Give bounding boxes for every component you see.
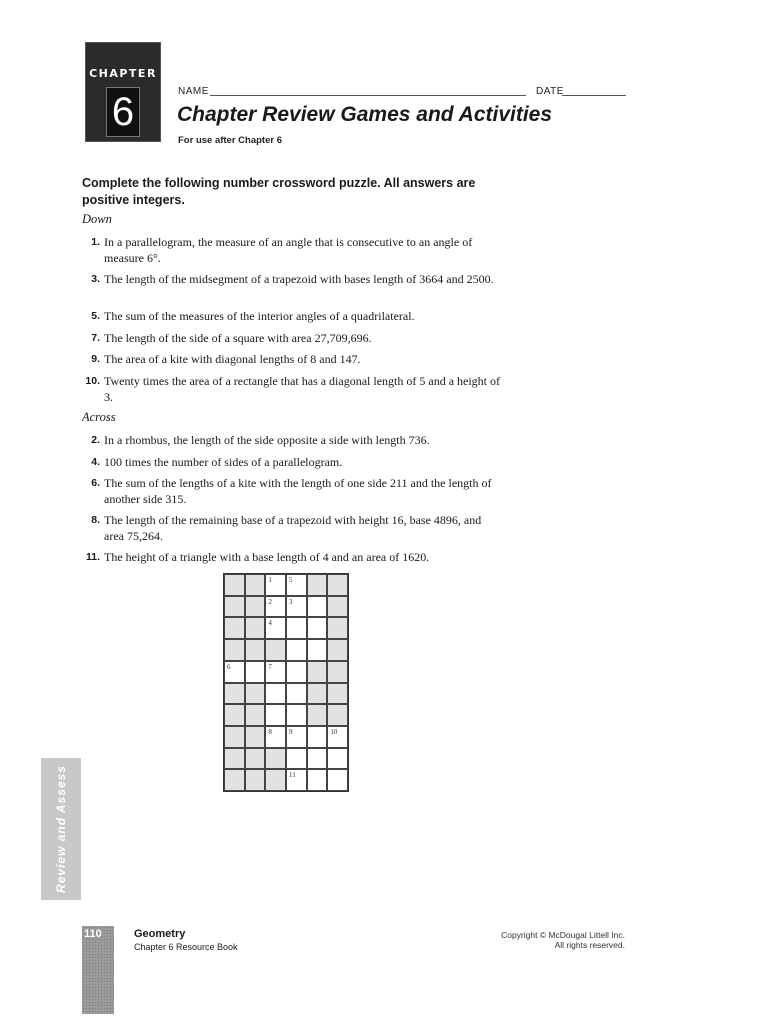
clue-number: 10. — [85, 375, 100, 387]
clue-text: The length of the remaining base of a trapezoid with height 16, base 4896, and area 75,264. — [104, 513, 482, 543]
grid-cell-answer[interactable] — [327, 769, 348, 791]
grid-cell-answer[interactable] — [307, 726, 328, 748]
instructions: Complete the following number crossword puzzle. All answers are positive integers. — [82, 176, 476, 207]
grid-cell-blocked — [224, 596, 245, 618]
grid-cell-blocked — [327, 574, 348, 596]
clue-text: The area of a kite with diagonal lengths of 8 and 147. — [104, 352, 361, 366]
clue-number: 9. — [91, 353, 100, 365]
grid-cell-blocked — [245, 683, 266, 705]
clue-text: The length of the side of a square with area 27,709,696. — [104, 331, 372, 345]
grid-cell-blocked — [327, 704, 348, 726]
grid-cell-blocked — [307, 704, 328, 726]
grid-cell-blocked — [307, 683, 328, 705]
grid-cell-answer[interactable] — [307, 639, 328, 661]
clue-number: 11. — [85, 551, 100, 563]
name-field-line[interactable] — [210, 95, 526, 96]
grid-cell-blocked — [245, 596, 266, 618]
clue-number: 1. — [91, 236, 100, 248]
grid-cell-blocked — [307, 574, 328, 596]
clue-text: The height of a triangle with a base length of 4 and an area of 1620. — [104, 550, 430, 564]
grid-clue-number: 7 — [268, 662, 272, 671]
clue-number: 3. — [91, 273, 100, 285]
down-heading: Down — [82, 212, 112, 226]
date-field-line[interactable] — [562, 95, 626, 96]
clue-number: 4. — [91, 456, 100, 468]
grid-cell-blocked — [224, 617, 245, 639]
clue-text: The sum of the lengths of a kite with the length of one side 211 and the length of another side 315. — [104, 476, 492, 506]
grid-cell-answer[interactable] — [286, 726, 307, 748]
grid-cell-blocked — [245, 574, 266, 596]
grid-clue-number: 4 — [268, 619, 272, 628]
clue-text: In a rhombus, the length of the side opposite a side with length 736. — [104, 433, 430, 447]
grid-cell-blocked — [224, 769, 245, 791]
grid-clue-number: 8 — [268, 727, 272, 736]
clue-number: 8. — [91, 514, 100, 526]
grid-clue-number: 3 — [288, 597, 293, 606]
clue-text: Twenty times the area of a rectangle that has a diagonal length of 5 and a height of 3. — [104, 374, 501, 404]
grid-cell-answer[interactable] — [265, 726, 286, 748]
grid-cell-blocked — [245, 748, 266, 770]
grid-cell-answer[interactable] — [286, 769, 307, 791]
page-number: 110 — [84, 928, 102, 940]
across-heading: Across — [82, 410, 116, 424]
footer-book-title: Geometry — [134, 928, 186, 940]
grid-cell-blocked — [245, 704, 266, 726]
grid-cell-answer[interactable] — [286, 683, 307, 705]
grid-cell-answer[interactable] — [286, 748, 307, 770]
grid-cell-blocked — [224, 639, 245, 661]
grid-clue-number: 6 — [227, 662, 231, 671]
chapter-number: 6 — [106, 87, 140, 137]
chapter-badge — [85, 42, 161, 142]
grid-cell-answer[interactable] — [307, 769, 328, 791]
grid-cell-answer[interactable] — [327, 726, 348, 748]
grid-cell-answer[interactable] — [286, 704, 307, 726]
grid-cell-blocked — [245, 726, 266, 748]
grid-cell-answer[interactable] — [286, 661, 307, 683]
grid-cell-answer[interactable] — [265, 596, 286, 618]
date-label: DATE — [536, 86, 564, 97]
grid-cell-blocked — [224, 683, 245, 705]
grid-cell-blocked — [327, 596, 348, 618]
grid-cell-answer[interactable] — [307, 617, 328, 639]
grid-cell-answer[interactable] — [265, 617, 286, 639]
grid-cell-blocked — [245, 769, 266, 791]
grid-cell-blocked — [265, 769, 286, 791]
clue-text: The length of the midsegment of a trapezoid with bases length of 3664 and 2500. — [104, 272, 494, 286]
grid-cell-blocked — [224, 574, 245, 596]
clue-text: 100 times the number of sides of a parallelogram. — [104, 455, 343, 469]
grid-cell-answer[interactable] — [327, 748, 348, 770]
grid-cell-answer[interactable] — [245, 661, 266, 683]
grid-cell-blocked — [224, 704, 245, 726]
name-label: NAME — [178, 86, 209, 97]
clue-number: 5. — [91, 310, 100, 322]
clue-number: 7. — [91, 332, 100, 344]
grid-clue-number: 1 — [268, 576, 272, 584]
grid-cell-answer[interactable] — [265, 704, 286, 726]
grid-cell-blocked — [245, 617, 266, 639]
crossword-grid — [223, 573, 349, 792]
grid-cell-blocked — [224, 726, 245, 748]
grid-cell-answer[interactable] — [286, 639, 307, 661]
grid-cell-answer[interactable] — [307, 596, 328, 618]
grid-cell-answer[interactable] — [286, 617, 307, 639]
grid-cell-answer[interactable] — [265, 661, 286, 683]
grid-cell-answer[interactable] — [265, 574, 286, 596]
grid-cell-blocked — [307, 661, 328, 683]
rights-reserved: All rights reserved. — [554, 940, 625, 950]
grid-clue-number: 5 — [288, 576, 293, 584]
grid-cell-blocked — [327, 639, 348, 661]
footer-resource: Chapter 6 Resource Book — [134, 942, 238, 952]
chapter-word: CHAPTER — [89, 67, 157, 80]
grid-clue-number: 9 — [288, 727, 293, 736]
grid-clue-number: 2 — [268, 597, 272, 606]
grid-cell-blocked — [245, 639, 266, 661]
side-tab-label: Review and Assess — [54, 765, 68, 893]
grid-cell-answer[interactable] — [224, 661, 245, 683]
clue-number: 2. — [91, 434, 100, 446]
page-title: Chapter Review Games and Activities — [177, 103, 553, 126]
page-subtitle: For use after Chapter 6 — [178, 135, 282, 146]
grid-cell-answer[interactable] — [286, 596, 307, 618]
clue-text: In a parallelogram, the measure of an angle that is consecutive to an angle of measure 6°. — [104, 235, 473, 265]
clue-number: 6. — [91, 477, 100, 489]
grid-clue-number: 11 — [288, 771, 296, 780]
grid-cell-answer[interactable] — [265, 683, 286, 705]
grid-cell-blocked — [224, 748, 245, 770]
copyright: Copyright © McDougal Littell Inc. — [501, 930, 625, 940]
grid-cell-answer[interactable] — [286, 574, 307, 596]
grid-cell-blocked — [327, 617, 348, 639]
side-tab — [41, 758, 81, 900]
grid-cell-blocked — [265, 748, 286, 770]
grid-cell-answer[interactable] — [307, 748, 328, 770]
grid-cell-blocked — [327, 661, 348, 683]
grid-clue-number: 10 — [330, 727, 338, 736]
grid-cell-blocked — [327, 683, 348, 705]
grid-cell-blocked — [265, 639, 286, 661]
clue-text: The sum of the measures of the interior angles of a quadrilateral. — [104, 309, 415, 323]
